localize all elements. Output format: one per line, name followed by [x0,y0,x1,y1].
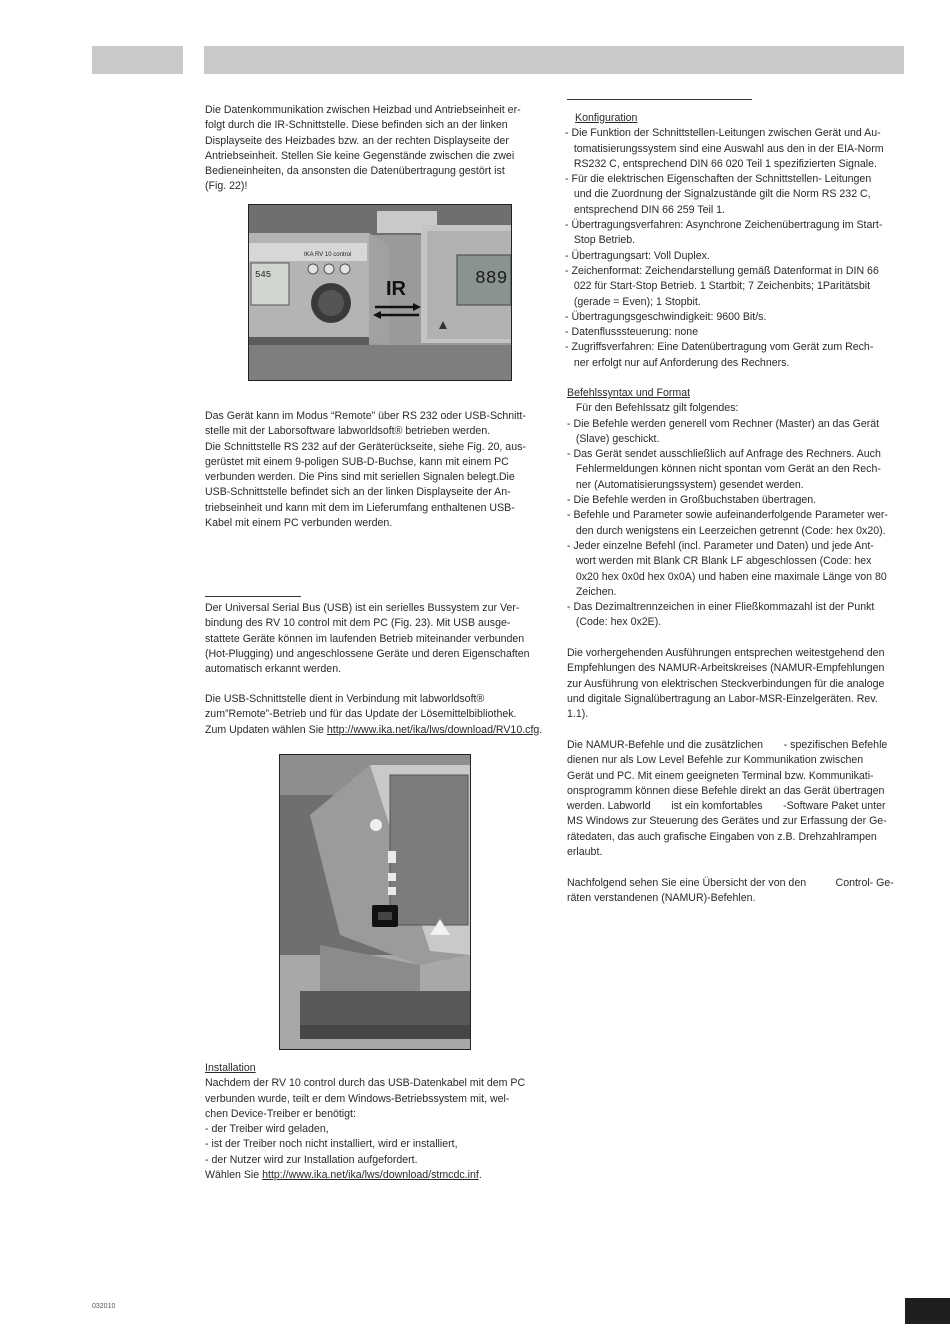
ir-paragraph-line: (Fig. 22)! [205,180,248,193]
ir-paragraph-line: Antriebseinheit. Stellen Sie keine Gegenstände zwischen die zwei [205,149,515,162]
konfiguration-line: - Übertragungsverfahren: Asynchrone Zeichenübertragung im Start- [565,219,883,232]
uebersicht-line: Nachfolgend sehen Sie eine Übersicht der von den Control- Ge- [567,877,894,889]
uebersicht-paragraph [567,876,907,907]
konfiguration-line: entsprechend DIN 66 259 Teil 1. [565,203,725,216]
rv-display-value: 545 [255,270,272,280]
usb-paragraph-line: (Hot-Plugging) und angeschlossene Geräte und deren Eigenschaften [205,647,530,660]
befehl-lines [567,401,907,630]
namur-paragraph-line: Die vorhergehenden Ausführungen entsprechen weitestgehend den [567,647,885,659]
namur-commands-line: dienen nur als Low Level Befehle zur Kommunikation zwischen [567,754,864,767]
usb-paragraph-2-line-1: Die USB-Schnittstelle dient in Verbindung mit labworldsoft® [205,693,485,705]
befehl-line: - Die Befehle werden in Großbuchstaben übertragen. [567,494,817,507]
namur-paragraph-line: 1.1). [567,708,589,721]
befehl-line: ner (Automatisierungssystem) gesendet werden. [567,478,804,491]
usb-photo-illustration [280,755,470,1049]
footer-code: 032010 [92,1303,116,1310]
konfiguration-line: und die Zuordnung der Signalzustände gilt die Norm RS 232 C, [565,188,871,201]
usb-paragraph-2-line-2: zum”Remote”-Betrieb und für das Update der Lösemittelbibliothek. [205,708,517,721]
installation-section [205,1061,545,1183]
rv-brand-label: IKA RV 10 control [304,252,352,258]
usb-paragraph [205,601,545,677]
installation-choose-text: Wählen Sie [205,1169,263,1182]
konfiguration-line: tomatisierungssystem sind eine Auswahl aus den in der EIA-Norm [565,142,884,155]
installation-heading: Installation [205,1062,256,1074]
befehl-line: - Jeder einzelne Befehl (incl. Parameter und Daten) und jede Ant- [567,539,874,552]
ir-paragraph-line: folgt durch die IR-Schnittstelle. Diese befinden sich an der linken [205,119,508,132]
hb-display-value: 889 [475,269,508,289]
befehl-line: 0x20 hex 0x0d hex 0x0A) und haben eine maximale Länge von 80 [567,570,887,583]
ir-paragraph-line: Bedieneinheiten, da ansonsten die Datenübertragung gestört ist [205,165,505,178]
ir-paragraph [205,103,545,195]
ir-photo-illustration [249,205,511,380]
konfiguration-line: - Datenflusssteuerung: none [565,326,699,339]
konfiguration-lines [565,126,905,371]
befehl-line: - Befehle und Parameter sowie aufeinanderfolgende Parameter wer- [567,509,888,522]
konfiguration-line: RS232 C, entsprechend DIN 66 020 Teil 1 spezifizierten Signale. [565,157,877,170]
befehl-line: Fehlermeldungen können nicht spontan vom Gerät an den Rech- [567,463,881,476]
konfiguration-line: Stop Betrieb. [565,234,636,247]
installation-line: Nachdem der RV 10 control durch das USB-Datenkabel mit dem PC [205,1077,526,1090]
rs232-paragraph-line: Das Gerät kann im Modus “Remote” über RS 232 oder USB-Schnitt- [205,410,526,422]
ir-paragraph-line: Displayseite des Heizbades bzw. an der rechten Displayseite der [205,134,509,147]
rs232-paragraph-line: Die Schnittstelle RS 232 auf der Geräterückseite, siehe Fig. 20, aus- [205,440,526,453]
namur-commands-line: MS Windows zur Steuerung des Gerätes und zur Erfassung der Ge- [567,815,887,828]
ir-interface-photo [248,204,512,381]
namur-commands-line: erlaubt. [567,846,603,859]
header-left-box [92,46,183,74]
ir-label: IR [386,278,406,300]
befehl-line: (Slave) geschickt. [567,432,660,445]
usb-port-photo [279,754,471,1050]
konfiguration-rule [567,99,752,100]
installation-line: - der Nutzer wird zur Installation aufgefordert. [205,1153,418,1166]
konfiguration-line: ner erfolgt nur auf Anforderung des Rechners. [565,356,790,369]
installation-link-period: . [478,1169,482,1182]
rs232-paragraph-line: gerüstet mit einem 9-poligen SUB-D-Buchse, kann mit einem PC [205,455,509,468]
namur-paragraph [567,646,907,722]
ir-paragraph-line: Die Datenkommunikation zwischen Heizbad und Antriebseinheit er- [205,104,521,116]
usb-update-text: Zum Updaten wählen Sie [205,723,327,736]
konfiguration-line: - Übertragungsart: Voll Duplex. [565,249,710,262]
installation-last-line [205,1168,545,1183]
befehl-line: den durch wenigstens ein Leerzeichen getrennt (Code: hex 0x20). [567,524,886,537]
rs232-paragraph-line: verbunden werden. Die Pins sind mit seriellen Signalen belegt.Die [205,471,515,484]
befehl-line: (Code: hex 0x2E). [567,616,662,629]
konfiguration-section [565,111,905,371]
befehl-line: - Das Gerät sendet ausschließlich auf Anfrage des Rechners. Auch [567,448,881,461]
befehl-line: - Das Dezimaltrennzeichen in einer Fließkommazahl ist der Punkt [567,601,875,614]
konfiguration-line: - Zeichenformat: Zeichendarstellung gemäß Datenformat in DIN 66 [565,264,879,277]
namur-commands-line: Die NAMUR-Befehle und die zusätzlichen - spezifischen Befehle [567,739,888,751]
konfiguration-line: 022 für Start-Stop Betrieb. 1 Startbit; 7 Zeichenbits; 1Paritätsbit [565,280,871,293]
installation-line: - der Treiber wird geladen, [205,1123,329,1136]
konfiguration-line: - Die Funktion der Schnittstellen-Leitungen zwischen Gerät und Au- [565,127,881,140]
namur-paragraph-line: und digitale Signalübertragung an Labor-MSR-Einzelgeräten. Rev. [567,692,878,705]
uebersicht-line: räten verstandenen (NAMUR)-Befehlen. [567,892,756,905]
konfiguration-line: - Übertragungsgeschwindigkeit: 9600 Bit/s. [565,310,767,323]
stmcdc-inf-link[interactable]: http://www.ika.net/ika/lws/download/stmcdc.inf [262,1169,479,1182]
befehl-line: - Die Befehle werden generell vom Rechner (Master) an das Gerät [567,417,880,430]
rs232-paragraph-line: stelle mit der Laborsoftware labworldsoft® betrieben werden. [205,425,491,438]
rs232-paragraph [205,409,545,531]
page-number-box [905,1298,950,1324]
namur-commands-line: rätedaten, das auch grafische Eingaben von z.B. Drehzahlrampen [567,830,877,843]
usb-paragraph-line: Der Universal Serial Bus (USB) ist ein serielles Bussystem zur Ver- [205,602,520,614]
konfiguration-line: (gerade = Even); 1 Stopbit. [565,295,701,308]
usb-paragraph-line: bindung des RV 10 control mit dem PC (Fig. 23). Mit USB ausge- [205,617,511,630]
namur-commands-paragraph [567,738,907,860]
konfiguration-line: - Zugriffsverfahren: Eine Datenübertragung vom Gerät zum Rech- [565,341,874,354]
konfiguration-heading: Konfiguration [575,112,638,124]
befehl-line: Für den Befehlssatz gilt folgendes: [567,402,739,415]
usb-paragraph-line: automatisch erkannt werden. [205,663,342,676]
usb-paragraph-2 [205,692,545,738]
installation-line: chen Device-Treiber er benötigt: [205,1107,356,1120]
usb-link-period: . [539,723,543,736]
rs232-paragraph-line: triebseinheit und kann mit dem im Lieferumfang enthaltenen USB- [205,501,515,514]
befehl-heading: Befehlssyntax und Format [567,387,691,399]
header-title-bar [204,46,904,74]
installation-lines [205,1076,545,1168]
namur-paragraph-line: zur Ausführung von elektrischen Steckverbindungen für die analoge [567,677,885,690]
befehl-section [567,386,907,631]
namur-paragraph-line: Empfehlungen des NAMUR-Arbeitskreises (NAMUR-Empfehlungen [567,662,885,675]
befehl-line: wort werden mit Blank CR Blank LF abgeschlossen (Code: hex [567,555,872,568]
installation-line: - ist der Treiber noch nicht installiert, wird er installiert, [205,1138,458,1151]
installation-line: verbunden wurde, teilt er dem Windows-Betriebssystem mit, wel- [205,1092,510,1105]
usb-paragraph-line: stattete Geräte können im laufenden Betrieb miteinander verbunden [205,632,525,645]
rs232-paragraph-line: USB-Schnittstelle befindet sich an der linken Displayseite der An- [205,486,511,499]
befehl-line: Zeichen. [567,585,617,598]
namur-commands-line: onsprogramm können diese Befehle direkt an das Gerät übertragen [567,784,885,797]
namur-commands-line: werden. Labworld ist ein komfortables -Software Paket unter [567,800,886,813]
namur-commands-line: Gerät und PC. Mit einem geeigneten Terminal bzw. Kommunikati- [567,769,874,782]
konfiguration-line: - Für die elektrischen Eigenschaften der Schnittstellen- Leitungen [565,173,872,186]
rs232-paragraph-line: Kabel mit einem PC verbunden werden. [205,517,393,530]
usb-section-rule [205,596,301,597]
usb-paragraph-2-line-3 [205,723,545,738]
rv10-cfg-link[interactable]: http://www.ika.net/ika/lws/download/RV10.cfg [326,723,540,736]
